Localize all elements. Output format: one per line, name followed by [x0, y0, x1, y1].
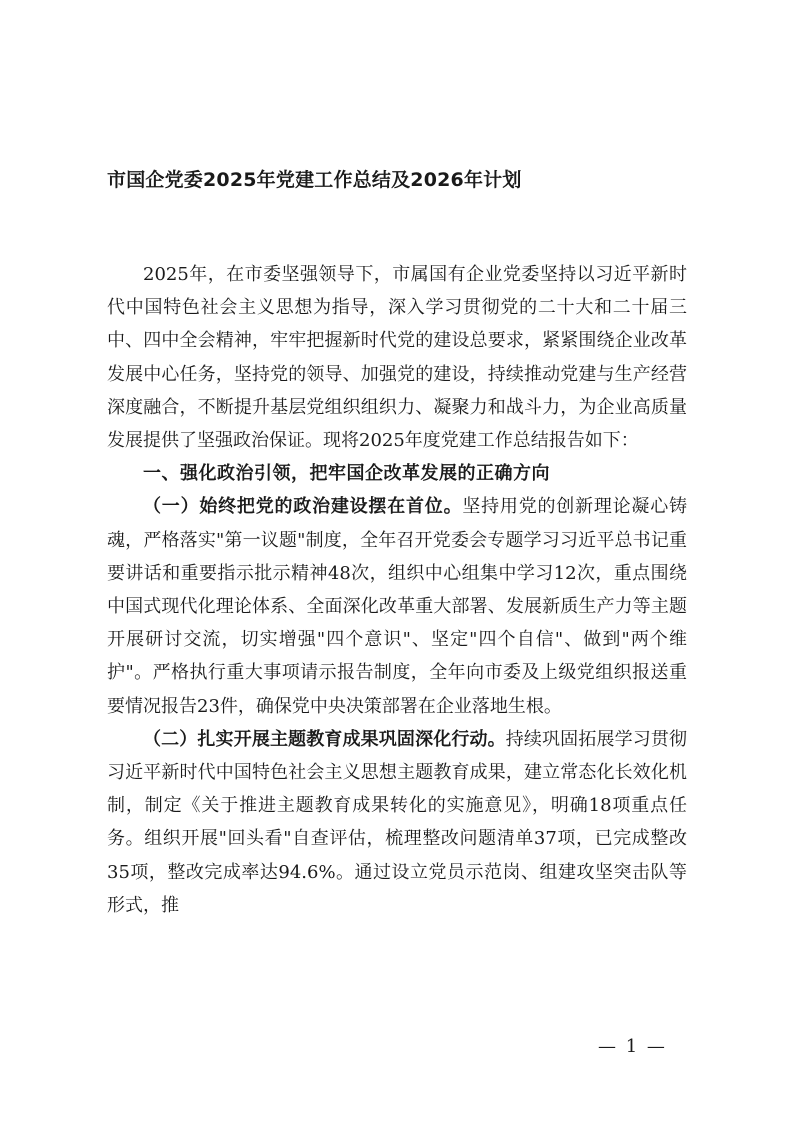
- section-heading: 一、强化政治引领，把牢国企改革发展的正确方向: [143, 463, 550, 485]
- page-number: — 1 —: [598, 1036, 667, 1057]
- item-2-text: 持续巩固拓展学习贯彻习近平新时代中国特色社会主义思想主题教育成果，建立常态化长效化机制，制定《关于推进主题教育成果转化的实施意见》，明确18项重点任务。组织开展"回头看"自查评估，梳理整改问题清单37项，已完成整改35项，整改完成率达94.6%。通过设立党员示范岗、组建攻坚突击队等形式，推: [107, 728, 688, 916]
- paragraph-item-2: [107, 723, 687, 922]
- item-1-heading: （一）始终把党的政治建设摆在首位。: [143, 496, 463, 518]
- item-2-heading: （二）扎实开展主题教育成果巩固深化行动。: [143, 728, 506, 750]
- document-title: 市国企党委2025年党建工作总结及2026年计划: [107, 169, 522, 191]
- document-body: [107, 258, 687, 922]
- intro-paragraph: 2025年，在市委坚强领导下，市属国有企业党委坚持以习近平新时代中国特色社会主义思想为指导，深入学习贯彻党的二十大和二十届三中、四中全会精神，牢牢把握新时代党的建设总要求，紧紧围绕企业改革发展中心任务，坚持党的领导、加强党的建设，持续推动党建与生产经营深度融合，不断提升基层党组织组织力、凝聚力和战斗力，为企业高质量发展提供了坚强政治保证。现将2025年度党建工作总结报告如下：: [107, 264, 687, 452]
- paragraph-item-1: [107, 490, 687, 722]
- item-1-text: 坚持用党的创新理论凝心铸魂，严格落实"第一议题"制度，全年召开党委会专题学习习近平总书记重要讲话和重要指示批示精神48次，组织中心组集中学习12次，重点围绕中国式现代化理论体系、全面深化改革重大部署、发展新质生产力等主题开展研讨交流，切实增强"四个意识"、坚定"四个自信"、做到"两个维护"。严格执行重大事项请示报告制度，全年向市委及上级党组织报送重要情况报告23件，确保党中央决策部署在企业落地生根。: [107, 496, 688, 717]
